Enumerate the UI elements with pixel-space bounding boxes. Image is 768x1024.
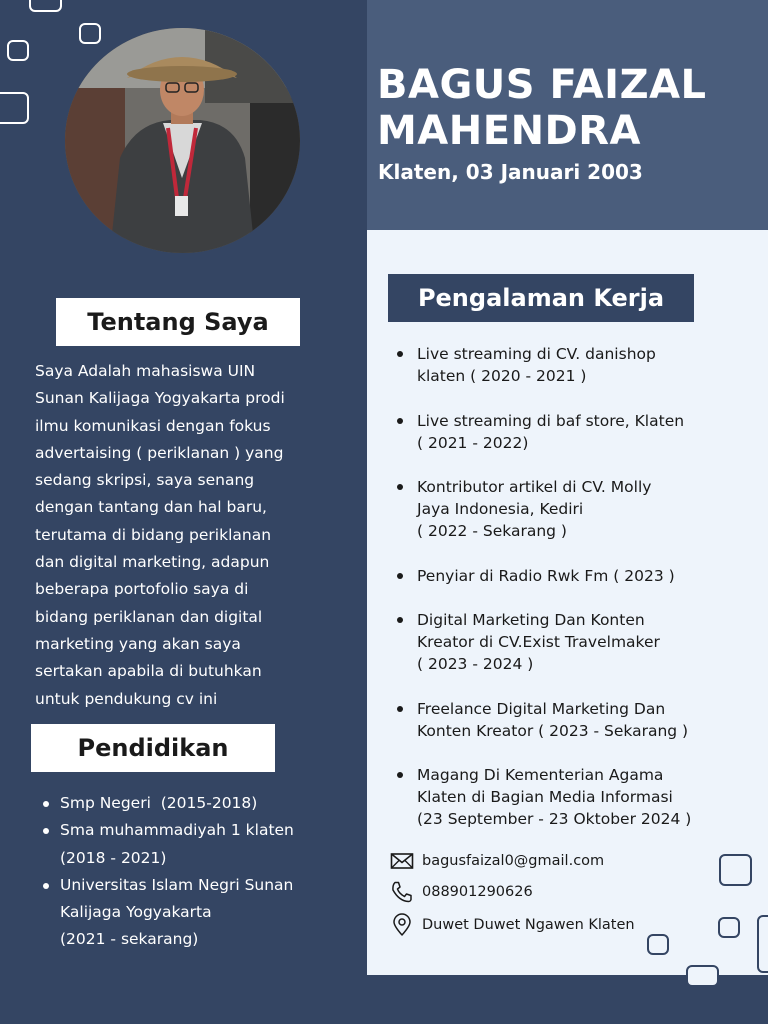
experience-line: ( 2023 - 2024 ) [417, 655, 534, 673]
experience-line: Digital Marketing Dan Konten [417, 611, 645, 629]
list-item [396, 609, 756, 675]
about-line: Sunan Kalijaga Yogyakarta prodi [35, 389, 285, 408]
about-line: sertakan apabila di butuhkan [35, 662, 262, 681]
about-line: beberapa portofolio saya di [35, 580, 249, 599]
name-line-1: BAGUS FAIZAL [377, 62, 707, 108]
decorative-square [686, 965, 719, 987]
name-line-2: MAHENDRA [377, 108, 641, 154]
about-line: sedang skripsi, saya senang [35, 471, 255, 490]
decorative-square [718, 917, 740, 938]
experience-line: (23 September - 23 Oktober 2024 ) [417, 810, 692, 828]
birth-place-date: Klaten, 03 Januari 2003 [378, 160, 643, 184]
experience-list [396, 343, 756, 853]
about-line: bidang periklanan dan digital [35, 607, 263, 626]
decorative-square [719, 854, 752, 886]
education-heading: Pendidikan [31, 724, 275, 772]
experience-heading: Pengalaman Kerja [388, 274, 694, 322]
decorative-square [7, 40, 29, 61]
experience-line: ( 2022 - Sekarang ) [417, 522, 567, 540]
address-text: Duwet Duwet Ngawen Klaten [422, 917, 635, 933]
full-name [377, 62, 762, 154]
about-line: dengan tantang dan hal baru, [35, 498, 267, 517]
list-item [396, 565, 756, 587]
experience-line: Penyiar di Radio Rwk Fm ( 2023 ) [417, 566, 675, 585]
education-line: Universitas Islam Negri Sunan [60, 875, 294, 894]
education-line: Sma muhammadiyah 1 klaten [60, 821, 294, 840]
about-line: ilmu komunikasi dengan fokus [35, 416, 271, 435]
decorative-square [647, 934, 669, 955]
contact-email[interactable] [390, 849, 604, 873]
experience-line: Konten Kreator ( 2023 - Sekarang ) [417, 721, 689, 740]
experience-line: Live streaming di baf store, Klaten [417, 411, 685, 430]
experience-line: ( 2021 - 2022) [417, 433, 529, 452]
education-line: (2018 - 2021) [60, 848, 167, 867]
decorative-square [29, 0, 62, 12]
education-line: Kalijaga Yogyakarta [60, 903, 212, 922]
phone-icon [390, 880, 414, 904]
about-line: Saya Adalah mahasiswa UIN [35, 362, 256, 380]
decorative-square [0, 92, 29, 124]
experience-line: Magang Di Kementerian Agama [417, 766, 664, 784]
envelope-icon [390, 849, 414, 873]
experience-line: Freelance Digital Marketing Dan [417, 699, 666, 718]
experience-line: Live streaming di CV. danishop [417, 345, 656, 363]
email-text[interactable]: bagusfaizal0@gmail.com [422, 853, 605, 869]
about-line: marketing yang akan saya [35, 634, 241, 653]
about-line: advertaising ( periklanan ) yang [35, 443, 284, 462]
list-item [40, 817, 340, 872]
list-item [40, 872, 340, 954]
decorative-square [79, 23, 101, 44]
experience-line: Kontributor artikel di CV. Molly [417, 478, 652, 496]
list-item [396, 698, 756, 742]
about-paragraph [35, 358, 335, 713]
decorative-square [757, 915, 768, 973]
contact-address [390, 913, 635, 937]
contact-phone[interactable] [390, 880, 533, 904]
about-line: dan digital marketing, adapun [35, 553, 270, 572]
experience-line: Kreator di CV.Exist Travelmaker [417, 633, 660, 651]
experience-line: Klaten di Bagian Media Informasi [417, 788, 673, 806]
list-item [396, 764, 756, 830]
list-item [40, 790, 340, 817]
avatar-photo [65, 28, 300, 253]
list-item [396, 410, 756, 454]
avatar [65, 28, 300, 253]
education-line: Smp Negeri (2015-2018) [60, 794, 258, 812]
list-item [396, 343, 756, 387]
about-heading: Tentang Saya [56, 298, 300, 346]
location-pin-icon [390, 913, 414, 937]
phone-text[interactable]: 088901290626 [422, 884, 533, 900]
experience-line: klaten ( 2020 - 2021 ) [417, 367, 587, 385]
education-line: (2021 - sekarang) [60, 930, 199, 949]
about-line: terutama di bidang periklanan [35, 525, 272, 544]
about-line: untuk pendukung cv ini [35, 689, 218, 708]
list-item [396, 476, 756, 542]
education-list [40, 790, 340, 954]
experience-line: Jaya Indonesia, Kediri [417, 500, 584, 518]
